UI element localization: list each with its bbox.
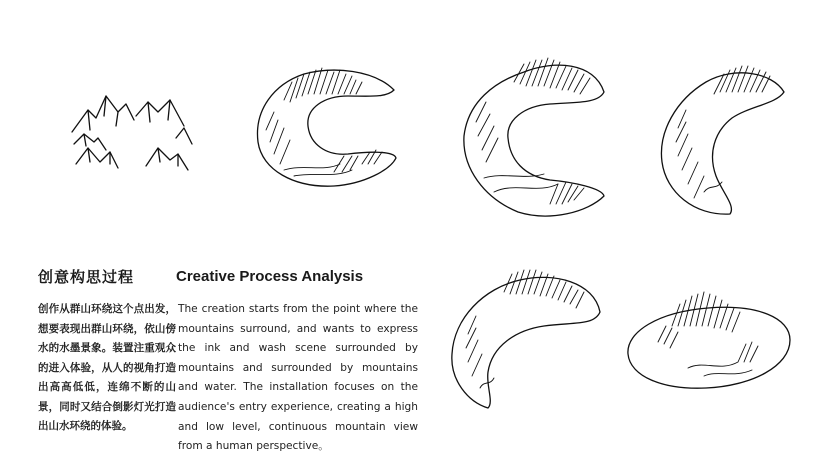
section-title-en: Creative Process Analysis xyxy=(176,268,364,285)
section-title-cn: 创意构思过程 xyxy=(38,268,135,286)
mountain-ring-outline-sketch xyxy=(66,82,196,182)
crescent-mountain-sketch xyxy=(654,52,794,220)
crescent-mountain-tilted-sketch xyxy=(444,262,608,412)
description-en: The creation starts from the point where the mountains surround, and wants to express the ink and wash scene surrounded by mountains and surrounded by mountains and water. The installation focuses on the audience's entry experience, creating a high and low level, continuous mountain view from a human perspective。 xyxy=(178,303,418,453)
c-shaped-mountain-sketch xyxy=(244,60,404,200)
u-shaped-mountain-sketch xyxy=(454,52,616,222)
description-cn: 创作从群山环绕这个点出发，想要表现出群山环绕，依山傍水的水墨景象。装置注重观众的进入体验，从人的视角打造出高高低低，连绵不断的山景，同时又结合倒影灯光打造出山水环绕的体验。 xyxy=(38,303,176,432)
oval-mountain-sketch xyxy=(618,282,796,394)
